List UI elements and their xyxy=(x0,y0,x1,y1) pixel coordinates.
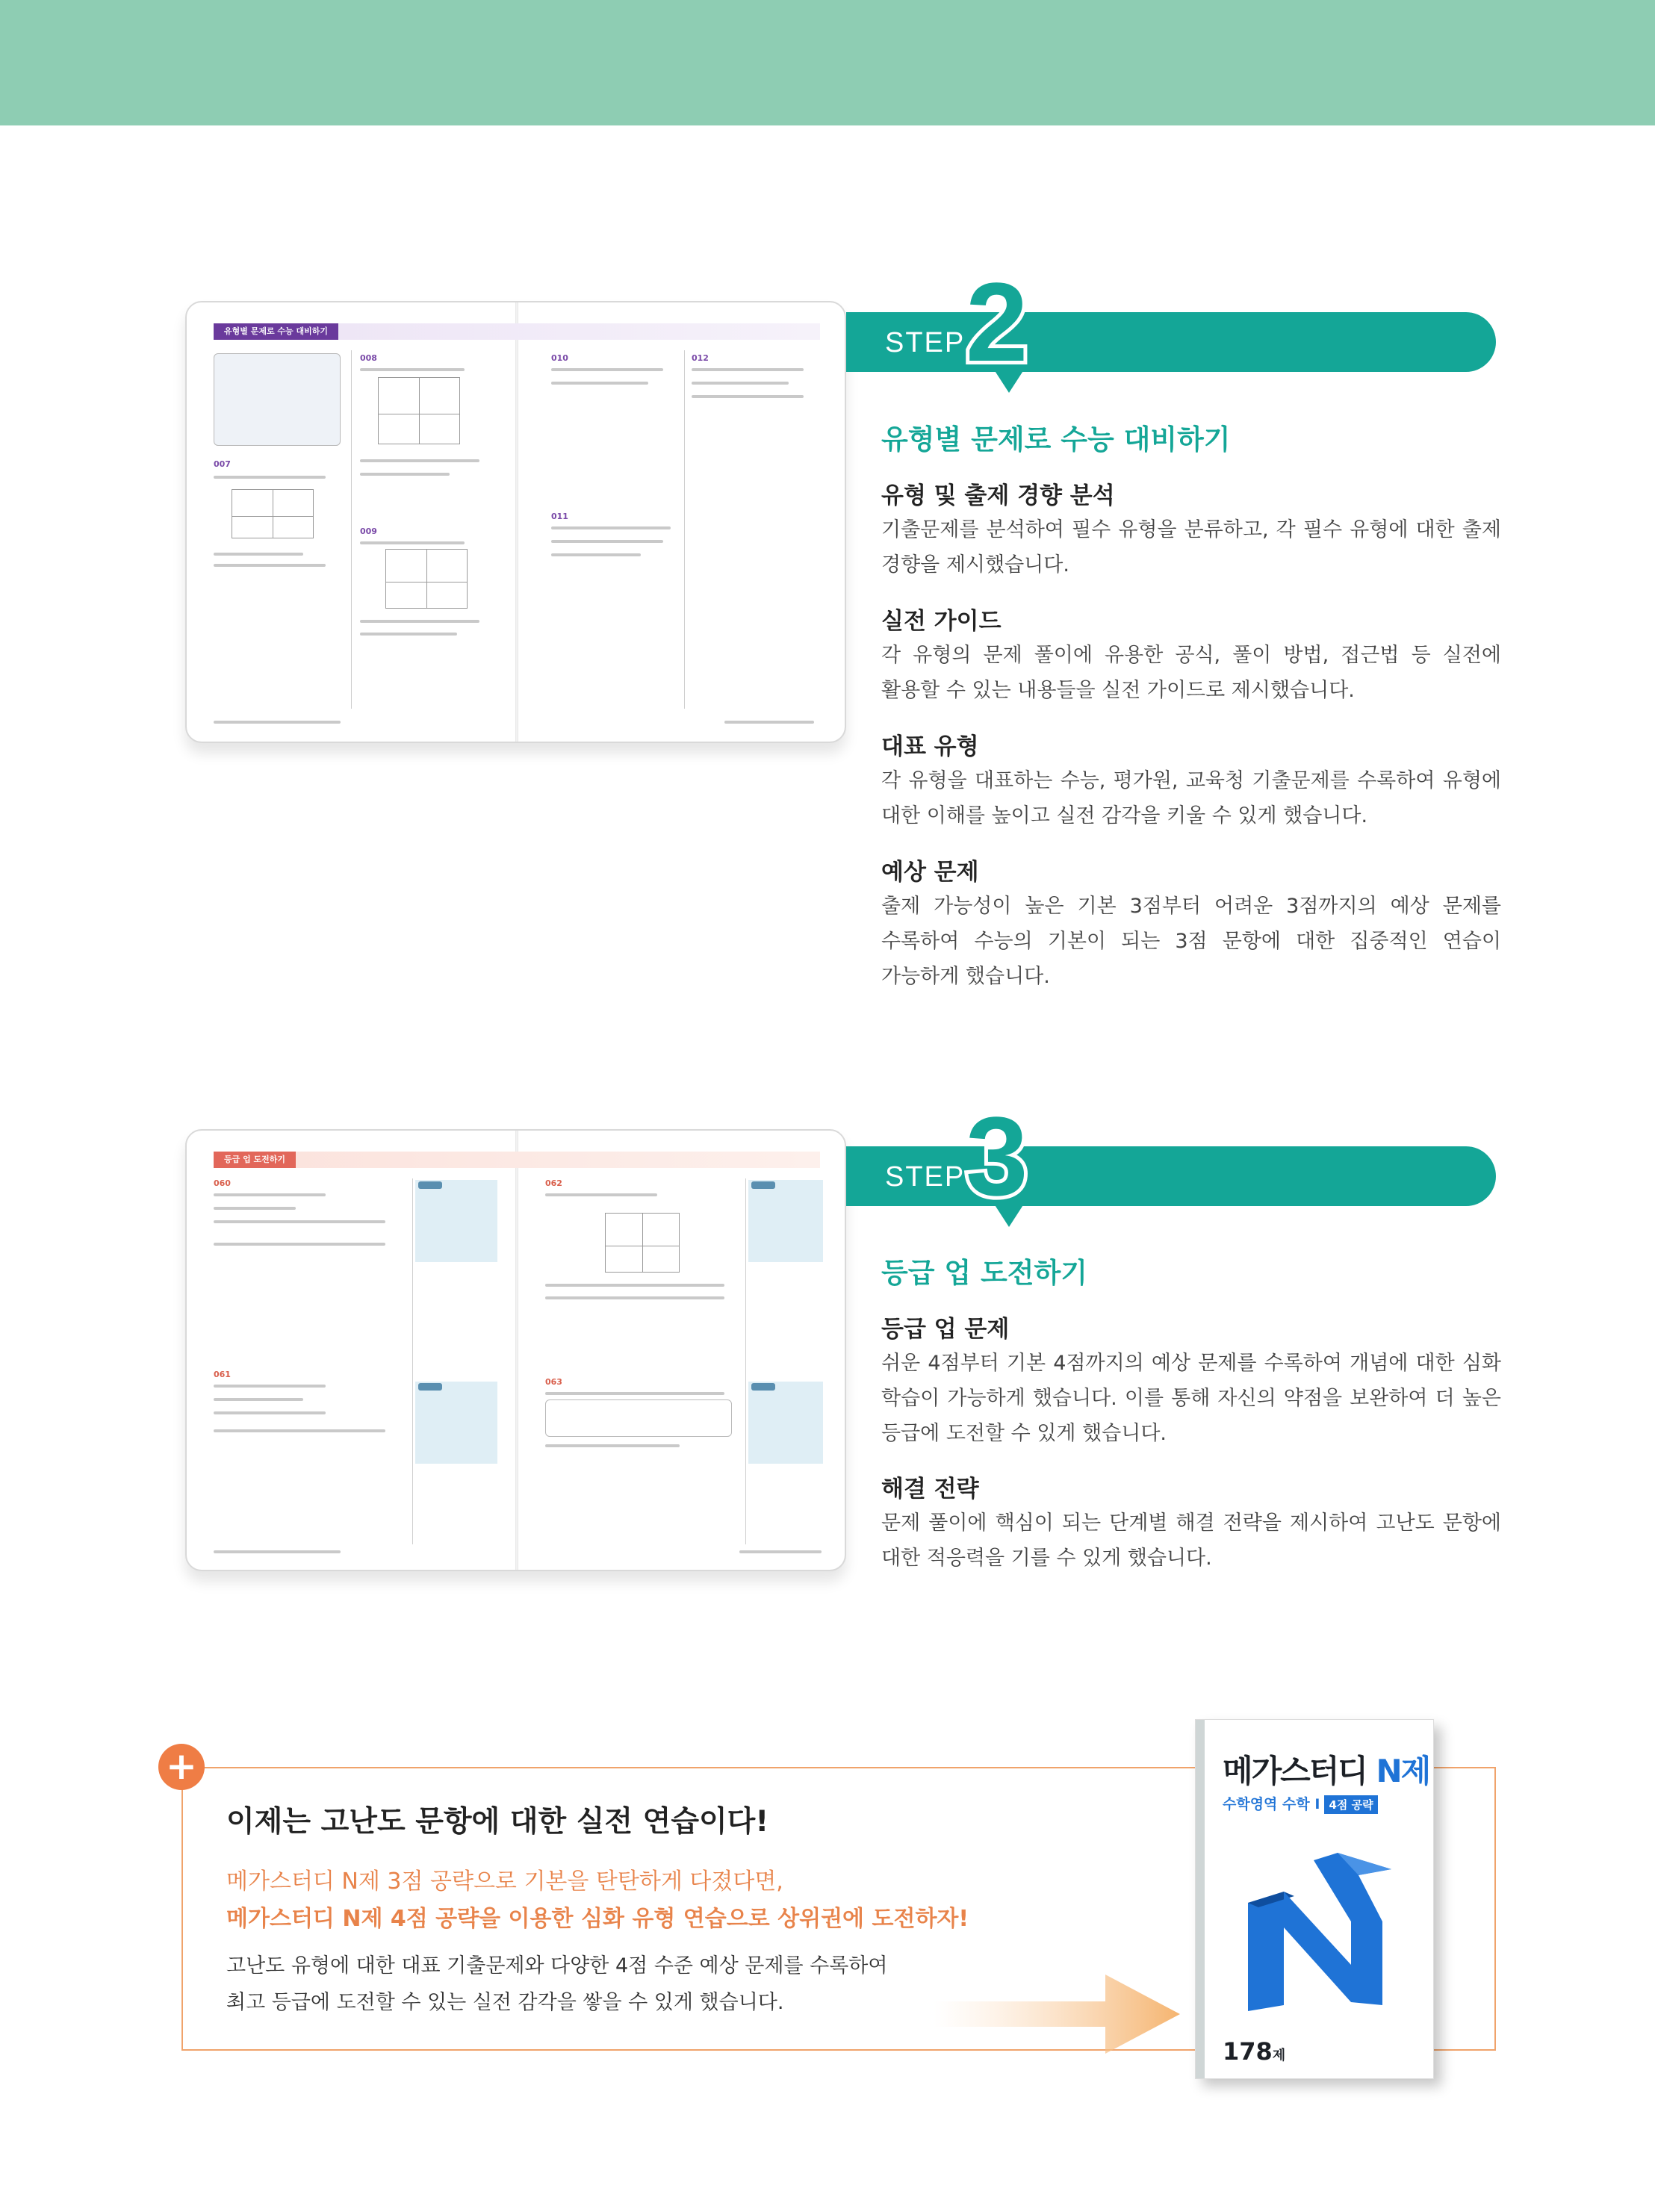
column-divider xyxy=(684,350,685,709)
section-body: 문제 풀이에 핵심이 되는 단계별 해결 전략을 제시하여 고난도 문항에 대한 적응력을 기를 수 있게 했습니다. xyxy=(881,1512,1501,1570)
graph-figure xyxy=(378,377,460,444)
strategy-panel xyxy=(415,1382,497,1464)
column-divider xyxy=(351,350,352,709)
banner-pointer xyxy=(993,367,1025,393)
text-line xyxy=(692,368,804,371)
graph-figure xyxy=(232,489,314,538)
section-body: 쉬운 4점부터 기본 4점까지의 예상 문제를 수록하여 개념에 대한 심화 학습이 가능하게 했습니다. 이를 통해 자신의 약점을 보완하여 더 높은 등급에 도전할 수 있게 했습니다. xyxy=(881,1352,1501,1445)
strategy-panel xyxy=(748,1180,823,1262)
spread-header-tag: 등급 업 도전하기 xyxy=(214,1152,296,1168)
step2-banner xyxy=(846,259,1496,385)
text-line xyxy=(545,1296,724,1299)
book-problem-count xyxy=(1223,2037,1285,2066)
text-line xyxy=(214,553,303,556)
problem-number: 010 xyxy=(551,353,568,363)
promo-body xyxy=(226,1948,958,2021)
n-arrow-logo-icon xyxy=(1226,1832,1420,2019)
condition-box xyxy=(545,1399,732,1437)
book-count-unit: 제 xyxy=(1272,2048,1286,2063)
text-line xyxy=(214,1550,341,1553)
text-line xyxy=(214,1193,326,1196)
book-title xyxy=(1223,1747,1429,1792)
strategy-panel xyxy=(415,1180,497,1262)
book-title-accent: N제 xyxy=(1376,1753,1430,1789)
top-color-band xyxy=(0,0,1655,125)
text-line xyxy=(551,540,663,543)
step3-spread-preview xyxy=(185,1129,846,1571)
problem-number: 012 xyxy=(692,353,709,363)
text-line xyxy=(214,1398,303,1401)
book-cover xyxy=(1195,1719,1434,2079)
text-line xyxy=(360,368,465,371)
column-divider xyxy=(745,1178,746,1544)
text-line xyxy=(360,620,479,623)
arrow-right-icon xyxy=(934,1975,1225,2054)
text-line xyxy=(360,459,479,462)
step2-spread-preview xyxy=(185,301,846,743)
text-line xyxy=(545,1284,724,1287)
book-level-tag: 4점 공략 xyxy=(1324,1795,1377,1814)
promo-body-line: 고난도 유형에 대한 대표 기출문제와 다양한 4점 수준 예상 문제를 수록하여 xyxy=(226,1954,888,1978)
problem-number: 063 xyxy=(545,1377,562,1387)
step3-title: 등급 업 도전하기 xyxy=(881,1257,1087,1289)
text-line xyxy=(214,1429,385,1432)
section-body: 각 유형을 대표하는 수능, 평가원, 교육청 기출문제를 수록하여 유형에 대한 이해를 높이고 실전 감각을 키울 수 있게 했습니다. xyxy=(881,769,1501,827)
text-line xyxy=(360,473,450,476)
step2-title: 유형별 문제로 수능 대비하기 xyxy=(881,423,1231,456)
text-line xyxy=(214,1385,326,1388)
text-line xyxy=(551,553,641,556)
section-heading: 대표 유형 xyxy=(881,733,979,760)
text-line xyxy=(545,1193,657,1196)
step-label: STEP xyxy=(885,1161,966,1193)
problem-number: 009 xyxy=(360,526,377,536)
section-heading: 예상 문제 xyxy=(881,859,979,886)
text-line xyxy=(692,395,804,398)
problem-number: 011 xyxy=(551,512,568,521)
section-body: 출제 가능성이 높은 기본 3점부터 어려운 3점까지의 예상 문제를 수록하여 수능의 기본이 되는 3점 문항에 대한 집중적인 연습이 가능하게 했습니다. xyxy=(881,895,1501,988)
section-body: 기출문제를 분석하여 필수 유형을 분류하고, 각 필수 유형에 대한 출제 경향을 제시했습니다. xyxy=(881,518,1501,577)
text-line xyxy=(545,1444,680,1447)
text-line xyxy=(214,1207,296,1210)
graph-figure xyxy=(385,549,468,609)
problem-number: 061 xyxy=(214,1370,231,1379)
step3-banner xyxy=(846,1093,1496,1219)
text-line xyxy=(360,633,457,636)
step-number: 2 xyxy=(966,259,1028,385)
spread-gutter xyxy=(515,1131,518,1570)
strategy-tag xyxy=(751,1383,775,1391)
step-number: 3 xyxy=(966,1093,1028,1219)
text-line xyxy=(551,382,648,385)
banner-pointer xyxy=(993,1202,1025,1227)
text-line xyxy=(214,721,341,724)
book-title-main: 메가스터디 xyxy=(1223,1753,1376,1789)
text-line xyxy=(360,541,465,544)
text-line xyxy=(545,1392,724,1395)
promo-highlight: 메가스터디 N제 4점 공략을 이용한 심화 유형 연습으로 상위권에 도전하자! xyxy=(226,1906,969,1932)
strategy-tag xyxy=(418,1383,442,1391)
book-subject-text: 수학영역 수학 Ⅰ xyxy=(1223,1796,1320,1812)
graph-figure xyxy=(605,1213,680,1273)
book-subject xyxy=(1223,1793,1378,1814)
text-line xyxy=(214,564,326,567)
section-body: 각 유형의 문제 풀이에 유용한 공식, 풀이 방법, 접근법 등 실전에 활용할 수 있는 내용들을 실전 가이드로 제시했습니다. xyxy=(881,644,1501,702)
promo-title: 이제는 고난도 문항에 대한 실전 연습이다! xyxy=(226,1805,769,1839)
section-heading: 실전 가이드 xyxy=(881,608,1002,635)
text-line xyxy=(214,1243,385,1246)
strategy-tag xyxy=(751,1181,775,1189)
section-heading: 해결 전략 xyxy=(881,1476,979,1503)
text-line xyxy=(739,1550,822,1553)
step-label: STEP xyxy=(885,327,966,358)
strategy-tag xyxy=(418,1181,442,1189)
spread-header-tag: 유형별 문제로 수능 대비하기 xyxy=(214,323,338,340)
spread-header-bar xyxy=(214,1152,820,1168)
spread-gutter xyxy=(515,302,518,742)
plus-icon: + xyxy=(158,1744,205,1790)
book-spine xyxy=(1196,1720,1205,2078)
strategy-panel xyxy=(748,1382,823,1464)
text-line xyxy=(551,526,671,529)
guide-box xyxy=(214,353,341,446)
section-heading: 등급 업 문제 xyxy=(881,1316,1010,1343)
text-line xyxy=(724,721,814,724)
text-line xyxy=(551,368,663,371)
problem-number: 008 xyxy=(360,353,377,363)
promo-body-line: 최고 등급에 도전할 수 있는 실전 감각을 쌓을 수 있게 했습니다. xyxy=(226,1991,784,2014)
section-heading: 유형 및 출제 경향 분석 xyxy=(881,482,1115,509)
text-line xyxy=(214,1220,385,1223)
problem-number: 007 xyxy=(214,459,231,469)
text-line xyxy=(692,382,789,385)
problem-number: 060 xyxy=(214,1178,231,1188)
book-count-number: 178 xyxy=(1223,2037,1273,2066)
column-divider xyxy=(412,1178,413,1544)
problem-number: 062 xyxy=(545,1178,562,1188)
text-line xyxy=(214,476,326,479)
text-line xyxy=(214,1411,326,1414)
promo-subtitle: 메가스터디 N제 3점 공략으로 기본을 탄탄하게 다졌다면, xyxy=(226,1868,783,1895)
